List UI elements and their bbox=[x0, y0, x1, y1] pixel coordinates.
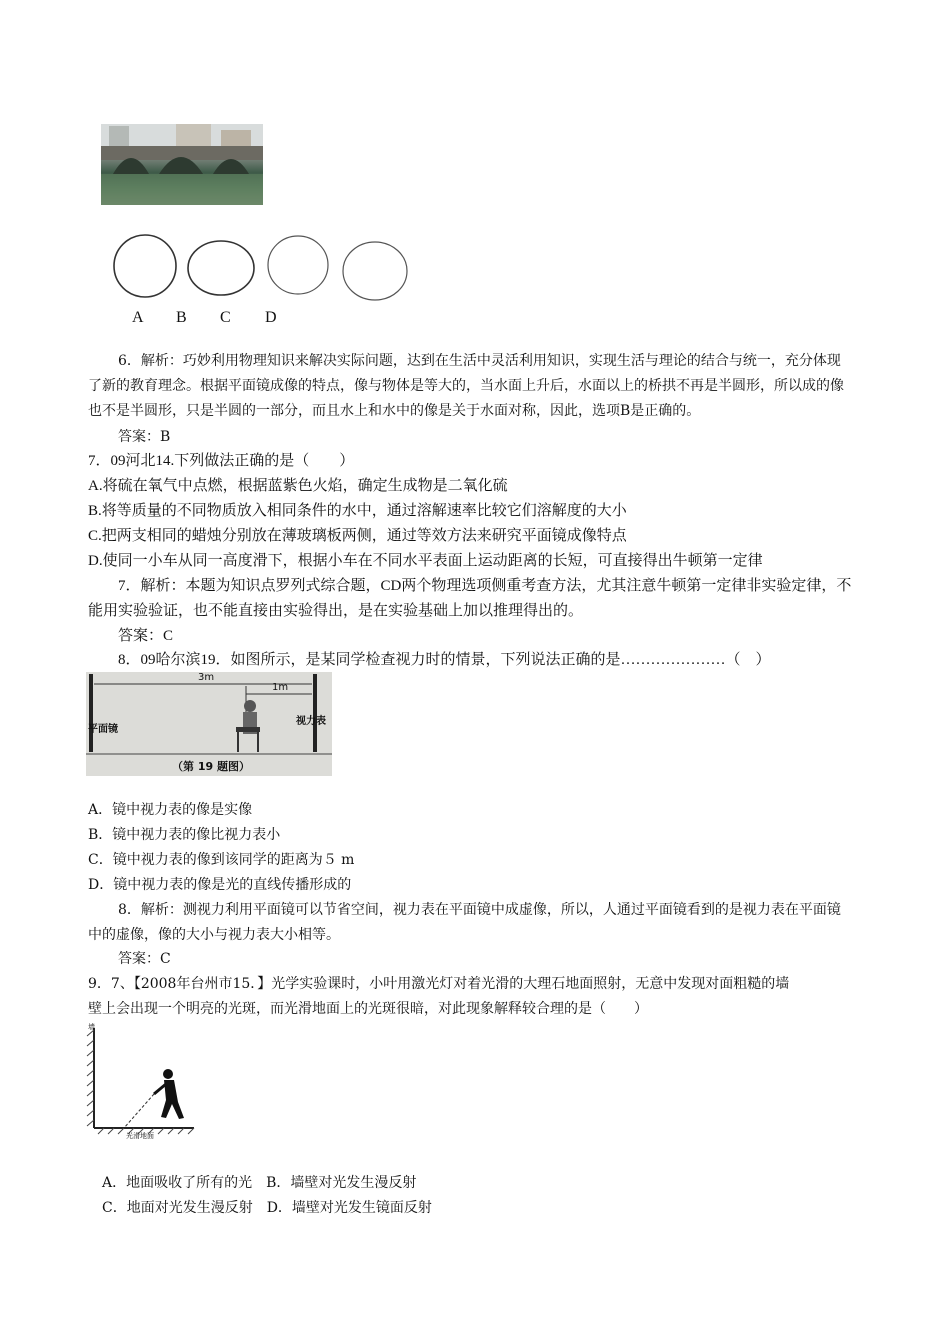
q7-option-a: A.将硫在氧气中点燃，根据蓝紫色火焰，确定生成物是二氧化硫 bbox=[88, 478, 508, 494]
q7-analysis-line1: 7．解析：本题为知识点罗列式综合题，CD两个物理选项侧重考查方法，尤其注意牛顿第一定律非实验定律，不 bbox=[118, 578, 852, 594]
shape-option-letters bbox=[130, 309, 330, 331]
distance-3m: 3m bbox=[198, 672, 215, 683]
q6-analysis-line3: 也不是半圆形，只是半圆的一部分，而且水上和水中的像是关于水面对称，因此，选项B是正确的。 bbox=[88, 403, 701, 419]
q6-analysis-line1: 6．解析：巧妙利用物理知识来解决实际问题，达到在生活中灵活利用知识，实现生活与理论的结合与统一，充分体现 bbox=[118, 353, 841, 369]
q8-option-b: B．镜中视力表的像比视力表小 bbox=[88, 827, 281, 843]
option-letter-d: D bbox=[265, 309, 277, 326]
q7-stem: 7．09河北14.下列做法正确的是（ ） bbox=[88, 453, 355, 469]
q7-option-c: C.把两支相同的蜡烛分别放在薄玻璃板两侧，通过等效方法来研究平面镜成像特点 bbox=[88, 528, 627, 544]
q8-analysis-line2: 中的虚像，像的大小与视力表大小相等。 bbox=[88, 927, 340, 943]
floor-label: 光滑地面 bbox=[126, 1132, 154, 1140]
q7-option-b: B.将等质量的不同物质放入相同条件的水中，通过溶解速率比较它们溶解度的大小 bbox=[88, 503, 627, 519]
option-letter-c: C bbox=[220, 309, 231, 326]
bridge-illustration bbox=[101, 124, 263, 205]
bridge-photo bbox=[101, 124, 263, 205]
q7-answer: 答案：C bbox=[118, 628, 174, 644]
q9-stem-line2: 壁上会出现一个明亮的光斑，而光滑地面上的光斑很暗，对此现象解释较合理的是（ ） bbox=[88, 1001, 648, 1017]
q8-option-c: C．镜中视力表的像到该同学的距离为５ m bbox=[88, 852, 355, 868]
q7-analysis-line2: 能用实验验证，也不能直接由实验得出，是在实验基础上加以推理得出的。 bbox=[88, 603, 584, 619]
shape-options-drawing bbox=[105, 228, 415, 308]
q8-option-d: D．镜中视力表的像是光的直线传播形成的 bbox=[88, 877, 352, 893]
q6-answer: 答案：B bbox=[118, 429, 171, 445]
q9-options-line2: C．地面对光发生漫反射 D．墙壁对光发生镜面反射 bbox=[102, 1200, 432, 1216]
distance-1m: 1m bbox=[272, 682, 289, 693]
q9-options-line1: A．地面吸收了所有的光 B．墙壁对光发生漫反射 bbox=[102, 1175, 417, 1191]
chart-label: 视力表 bbox=[296, 716, 326, 727]
laser-wall-figure bbox=[86, 1022, 198, 1140]
mirror-label: 平面镜 bbox=[88, 724, 118, 735]
q8-answer: 答案：C bbox=[118, 951, 171, 967]
q8-option-a: A．镜中视力表的像是实像 bbox=[88, 802, 253, 818]
shape-options bbox=[105, 228, 415, 308]
q8-analysis-line1: 8．解析：测视力利用平面镜可以节省空间，视力表在平面镜中成虚像，所以，人通过平面镜看到的是视力表在平面镜 bbox=[118, 902, 841, 918]
laser-wall-drawing bbox=[86, 1022, 198, 1140]
q6-analysis-line2: 了新的教育理念。根据平面镜成像的特点，像与物体是等大的，当水面上升后，水面以上的桥拱不再是半圆形，所以成的像 bbox=[88, 378, 844, 394]
figure-caption: （第 19 题图） bbox=[172, 760, 250, 773]
q9-stem-line1: 9．7、【2008年台州市15．】光学实验课时，小叶用激光灯对着光滑的大理石地面照射，无意中发现对面粗糙的墙 bbox=[88, 976, 790, 992]
q7-option-d: D.使同一小车从同一高度滑下，根据小车在不同水平表面上运动距离的长短，可直接得出牛顿第一定律 bbox=[88, 553, 763, 569]
eye-test-figure bbox=[86, 672, 332, 776]
option-letter-a: A bbox=[132, 309, 144, 326]
q8-stem: 8．09哈尔滨19．如图所示，是某同学检查视力时的情景，下列说法正确的是…………………（ ） bbox=[118, 652, 771, 668]
wall-label: 墙 bbox=[88, 1023, 95, 1031]
option-letter-b: B bbox=[176, 309, 187, 326]
